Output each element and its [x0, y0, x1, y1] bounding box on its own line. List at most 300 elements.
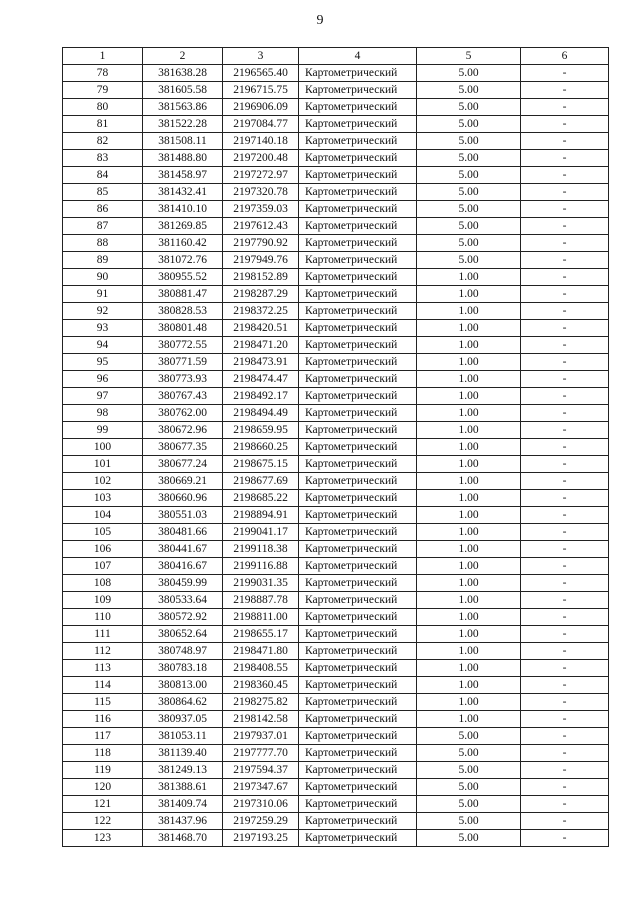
y-coordinate-cell: 2198287.29 [223, 286, 299, 303]
description-cell: - [521, 65, 609, 82]
description-cell: - [521, 337, 609, 354]
table-row [63, 422, 609, 439]
description-cell: - [521, 643, 609, 660]
point-number-cell: 99 [63, 422, 143, 439]
point-number-cell: 119 [63, 762, 143, 779]
method-cell: Картометрический [299, 354, 417, 371]
accuracy-cell: 5.00 [417, 235, 521, 252]
description-cell: - [521, 218, 609, 235]
method-cell: Картометрический [299, 609, 417, 626]
x-coordinate-cell: 381053.11 [143, 728, 223, 745]
description-cell: - [521, 762, 609, 779]
point-number-cell: 113 [63, 660, 143, 677]
y-coordinate-cell: 2197193.25 [223, 830, 299, 847]
point-number-cell: 103 [63, 490, 143, 507]
table-row [63, 150, 609, 167]
point-number-cell: 101 [63, 456, 143, 473]
y-coordinate-cell: 2198675.15 [223, 456, 299, 473]
description-cell: - [521, 830, 609, 847]
x-coordinate-cell: 380771.59 [143, 354, 223, 371]
point-number-cell: 91 [63, 286, 143, 303]
y-coordinate-cell: 2198887.78 [223, 592, 299, 609]
y-coordinate-cell: 2198677.69 [223, 473, 299, 490]
y-coordinate-cell: 2197612.43 [223, 218, 299, 235]
method-cell: Картометрический [299, 473, 417, 490]
method-cell: Картометрический [299, 830, 417, 847]
y-coordinate-cell: 2197310.06 [223, 796, 299, 813]
point-number-cell: 117 [63, 728, 143, 745]
description-cell: - [521, 796, 609, 813]
accuracy-cell: 1.00 [417, 660, 521, 677]
method-cell: Картометрический [299, 303, 417, 320]
method-cell: Картометрический [299, 796, 417, 813]
table-row [63, 558, 609, 575]
point-number-cell: 90 [63, 269, 143, 286]
point-number-cell: 115 [63, 694, 143, 711]
x-coordinate-cell: 380660.96 [143, 490, 223, 507]
method-cell: Картометрический [299, 99, 417, 116]
y-coordinate-cell: 2197272.97 [223, 167, 299, 184]
y-coordinate-cell: 2198408.55 [223, 660, 299, 677]
description-cell: - [521, 779, 609, 796]
table-row [63, 354, 609, 371]
table-header-row [63, 48, 609, 65]
x-coordinate-cell: 380416.67 [143, 558, 223, 575]
y-coordinate-cell: 2197084.77 [223, 116, 299, 133]
y-coordinate-cell: 2198360.45 [223, 677, 299, 694]
y-coordinate-cell: 2198471.20 [223, 337, 299, 354]
description-cell: - [521, 473, 609, 490]
y-coordinate-cell: 2198492.17 [223, 388, 299, 405]
x-coordinate-cell: 380459.99 [143, 575, 223, 592]
accuracy-cell: 1.00 [417, 677, 521, 694]
accuracy-cell: 5.00 [417, 796, 521, 813]
table-row [63, 116, 609, 133]
point-number-cell: 81 [63, 116, 143, 133]
table-row [63, 524, 609, 541]
point-number-cell: 79 [63, 82, 143, 99]
method-cell: Картометрический [299, 507, 417, 524]
method-cell: Картометрический [299, 218, 417, 235]
description-cell: - [521, 320, 609, 337]
y-coordinate-cell: 2197594.37 [223, 762, 299, 779]
description-cell: - [521, 626, 609, 643]
x-coordinate-cell: 380669.21 [143, 473, 223, 490]
y-coordinate-cell: 2198655.17 [223, 626, 299, 643]
method-cell: Картометрический [299, 762, 417, 779]
description-cell: - [521, 371, 609, 388]
x-coordinate-cell: 380955.52 [143, 269, 223, 286]
method-cell: Картометрический [299, 337, 417, 354]
x-coordinate-cell: 381458.97 [143, 167, 223, 184]
x-coordinate-cell: 380441.67 [143, 541, 223, 558]
y-coordinate-cell: 2197259.29 [223, 813, 299, 830]
x-coordinate-cell: 380881.47 [143, 286, 223, 303]
method-cell: Картометрический [299, 456, 417, 473]
point-number-cell: 96 [63, 371, 143, 388]
table-row [63, 65, 609, 82]
table-row [63, 218, 609, 235]
header-cell-y: 3 [223, 48, 299, 65]
x-coordinate-cell: 380762.00 [143, 405, 223, 422]
y-coordinate-cell: 2198152.89 [223, 269, 299, 286]
point-number-cell: 105 [63, 524, 143, 541]
header-cell-method: 4 [299, 48, 417, 65]
description-cell: - [521, 507, 609, 524]
y-coordinate-cell: 2198473.91 [223, 354, 299, 371]
method-cell: Картометрический [299, 745, 417, 762]
method-cell: Картометрический [299, 150, 417, 167]
table-row [63, 269, 609, 286]
y-coordinate-cell: 2199041.17 [223, 524, 299, 541]
point-number-cell: 121 [63, 796, 143, 813]
header-cell-description: 6 [521, 48, 609, 65]
table-body [63, 65, 609, 847]
point-number-cell: 118 [63, 745, 143, 762]
table-row [63, 184, 609, 201]
method-cell: Картометрический [299, 65, 417, 82]
table-row [63, 201, 609, 218]
table-row [63, 609, 609, 626]
coordinates-table [62, 47, 609, 847]
point-number-cell: 107 [63, 558, 143, 575]
description-cell: - [521, 677, 609, 694]
accuracy-cell: 5.00 [417, 65, 521, 82]
x-coordinate-cell: 380677.35 [143, 439, 223, 456]
table-row [63, 286, 609, 303]
point-number-cell: 84 [63, 167, 143, 184]
header-cell-point-number: 1 [63, 48, 143, 65]
y-coordinate-cell: 2198660.25 [223, 439, 299, 456]
table-row [63, 711, 609, 728]
point-number-cell: 109 [63, 592, 143, 609]
point-number-cell: 106 [63, 541, 143, 558]
point-number-cell: 122 [63, 813, 143, 830]
accuracy-cell: 1.00 [417, 626, 521, 643]
point-number-cell: 83 [63, 150, 143, 167]
description-cell: - [521, 252, 609, 269]
description-cell: - [521, 609, 609, 626]
x-coordinate-cell: 380864.62 [143, 694, 223, 711]
y-coordinate-cell: 2198659.95 [223, 422, 299, 439]
x-coordinate-cell: 381409.74 [143, 796, 223, 813]
x-coordinate-cell: 381432.41 [143, 184, 223, 201]
accuracy-cell: 5.00 [417, 184, 521, 201]
method-cell: Картометрический [299, 779, 417, 796]
method-cell: Картометрический [299, 728, 417, 745]
table-row [63, 371, 609, 388]
x-coordinate-cell: 380773.93 [143, 371, 223, 388]
point-number-cell: 89 [63, 252, 143, 269]
x-coordinate-cell: 381522.28 [143, 116, 223, 133]
description-cell: - [521, 303, 609, 320]
accuracy-cell: 5.00 [417, 150, 521, 167]
accuracy-cell: 1.00 [417, 609, 521, 626]
y-coordinate-cell: 2197777.70 [223, 745, 299, 762]
description-cell: - [521, 201, 609, 218]
method-cell: Картометрический [299, 524, 417, 541]
method-cell: Картометрический [299, 184, 417, 201]
x-coordinate-cell: 381139.40 [143, 745, 223, 762]
description-cell: - [521, 592, 609, 609]
description-cell: - [521, 524, 609, 541]
point-number-cell: 97 [63, 388, 143, 405]
x-coordinate-cell: 381249.13 [143, 762, 223, 779]
method-cell: Картометрический [299, 643, 417, 660]
point-number-cell: 102 [63, 473, 143, 490]
x-coordinate-cell: 380572.92 [143, 609, 223, 626]
accuracy-cell: 5.00 [417, 133, 521, 150]
y-coordinate-cell: 2198474.47 [223, 371, 299, 388]
x-coordinate-cell: 380937.05 [143, 711, 223, 728]
accuracy-cell: 1.00 [417, 303, 521, 320]
table-row [63, 796, 609, 813]
table-row [63, 541, 609, 558]
accuracy-cell: 5.00 [417, 779, 521, 796]
point-number-cell: 100 [63, 439, 143, 456]
y-coordinate-cell: 2199116.88 [223, 558, 299, 575]
accuracy-cell: 1.00 [417, 524, 521, 541]
point-number-cell: 92 [63, 303, 143, 320]
accuracy-cell: 5.00 [417, 218, 521, 235]
description-cell: - [521, 728, 609, 745]
x-coordinate-cell: 381468.70 [143, 830, 223, 847]
accuracy-cell: 1.00 [417, 337, 521, 354]
accuracy-cell: 1.00 [417, 422, 521, 439]
accuracy-cell: 1.00 [417, 456, 521, 473]
table-row [63, 303, 609, 320]
y-coordinate-cell: 2197949.76 [223, 252, 299, 269]
description-cell: - [521, 388, 609, 405]
point-number-cell: 112 [63, 643, 143, 660]
table-row [63, 677, 609, 694]
x-coordinate-cell: 381072.76 [143, 252, 223, 269]
description-cell: - [521, 422, 609, 439]
x-coordinate-cell: 381488.80 [143, 150, 223, 167]
description-cell: - [521, 167, 609, 184]
method-cell: Картометрический [299, 813, 417, 830]
x-coordinate-cell: 380672.96 [143, 422, 223, 439]
description-cell: - [521, 116, 609, 133]
point-number-cell: 123 [63, 830, 143, 847]
table-row [63, 490, 609, 507]
accuracy-cell: 1.00 [417, 694, 521, 711]
table-row [63, 728, 609, 745]
description-cell: - [521, 286, 609, 303]
point-number-cell: 110 [63, 609, 143, 626]
y-coordinate-cell: 2196715.75 [223, 82, 299, 99]
accuracy-cell: 5.00 [417, 82, 521, 99]
table-row [63, 830, 609, 847]
table-row [63, 456, 609, 473]
y-coordinate-cell: 2198420.51 [223, 320, 299, 337]
y-coordinate-cell: 2198142.58 [223, 711, 299, 728]
accuracy-cell: 1.00 [417, 558, 521, 575]
method-cell: Картометрический [299, 116, 417, 133]
method-cell: Картометрический [299, 320, 417, 337]
y-coordinate-cell: 2198894.91 [223, 507, 299, 524]
point-number-cell: 86 [63, 201, 143, 218]
y-coordinate-cell: 2197359.03 [223, 201, 299, 218]
y-coordinate-cell: 2196906.09 [223, 99, 299, 116]
table-row [63, 592, 609, 609]
description-cell: - [521, 184, 609, 201]
method-cell: Картометрический [299, 167, 417, 184]
x-coordinate-cell: 380533.64 [143, 592, 223, 609]
accuracy-cell: 1.00 [417, 575, 521, 592]
description-cell: - [521, 439, 609, 456]
description-cell: - [521, 82, 609, 99]
point-number-cell: 108 [63, 575, 143, 592]
x-coordinate-cell: 381269.85 [143, 218, 223, 235]
point-number-cell: 78 [63, 65, 143, 82]
accuracy-cell: 5.00 [417, 813, 521, 830]
table-row [63, 575, 609, 592]
accuracy-cell: 1.00 [417, 592, 521, 609]
accuracy-cell: 1.00 [417, 320, 521, 337]
y-coordinate-cell: 2199031.35 [223, 575, 299, 592]
method-cell: Картометрический [299, 660, 417, 677]
description-cell: - [521, 150, 609, 167]
y-coordinate-cell: 2198811.00 [223, 609, 299, 626]
x-coordinate-cell: 381605.58 [143, 82, 223, 99]
accuracy-cell: 1.00 [417, 405, 521, 422]
accuracy-cell: 1.00 [417, 388, 521, 405]
method-cell: Картометрический [299, 286, 417, 303]
point-number-cell: 82 [63, 133, 143, 150]
x-coordinate-cell: 380551.03 [143, 507, 223, 524]
x-coordinate-cell: 380652.64 [143, 626, 223, 643]
y-coordinate-cell: 2197200.48 [223, 150, 299, 167]
accuracy-cell: 5.00 [417, 728, 521, 745]
method-cell: Картометрический [299, 592, 417, 609]
y-coordinate-cell: 2199118.38 [223, 541, 299, 558]
description-cell: - [521, 235, 609, 252]
description-cell: - [521, 456, 609, 473]
x-coordinate-cell: 381437.96 [143, 813, 223, 830]
method-cell: Картометрический [299, 269, 417, 286]
method-cell: Картометрический [299, 575, 417, 592]
description-cell: - [521, 694, 609, 711]
point-number-cell: 95 [63, 354, 143, 371]
accuracy-cell: 5.00 [417, 167, 521, 184]
accuracy-cell: 5.00 [417, 252, 521, 269]
y-coordinate-cell: 2197937.01 [223, 728, 299, 745]
x-coordinate-cell: 380767.43 [143, 388, 223, 405]
table-row [63, 99, 609, 116]
description-cell: - [521, 405, 609, 422]
table-row [63, 779, 609, 796]
header-cell-accuracy: 5 [417, 48, 521, 65]
point-number-cell: 120 [63, 779, 143, 796]
accuracy-cell: 1.00 [417, 286, 521, 303]
table-row [63, 405, 609, 422]
accuracy-cell: 1.00 [417, 490, 521, 507]
description-cell: - [521, 558, 609, 575]
x-coordinate-cell: 381508.11 [143, 133, 223, 150]
x-coordinate-cell: 381638.28 [143, 65, 223, 82]
table-row [63, 745, 609, 762]
description-cell: - [521, 541, 609, 558]
table-row [63, 320, 609, 337]
y-coordinate-cell: 2197320.78 [223, 184, 299, 201]
point-number-cell: 80 [63, 99, 143, 116]
table-row [63, 235, 609, 252]
accuracy-cell: 1.00 [417, 473, 521, 490]
table-row [63, 507, 609, 524]
accuracy-cell: 1.00 [417, 643, 521, 660]
description-cell: - [521, 660, 609, 677]
x-coordinate-cell: 381160.42 [143, 235, 223, 252]
description-cell: - [521, 99, 609, 116]
table-row [63, 252, 609, 269]
point-number-cell: 114 [63, 677, 143, 694]
method-cell: Картометрический [299, 371, 417, 388]
description-cell: - [521, 490, 609, 507]
accuracy-cell: 1.00 [417, 439, 521, 456]
description-cell: - [521, 575, 609, 592]
y-coordinate-cell: 2198372.25 [223, 303, 299, 320]
table-row [63, 337, 609, 354]
x-coordinate-cell: 380828.53 [143, 303, 223, 320]
table-row [63, 167, 609, 184]
point-number-cell: 87 [63, 218, 143, 235]
method-cell: Картометрический [299, 422, 417, 439]
accuracy-cell: 1.00 [417, 371, 521, 388]
description-cell: - [521, 745, 609, 762]
page-number: 9 [316, 13, 324, 28]
x-coordinate-cell: 380813.00 [143, 677, 223, 694]
table-row [63, 660, 609, 677]
x-coordinate-cell: 381563.86 [143, 99, 223, 116]
accuracy-cell: 5.00 [417, 116, 521, 133]
accuracy-cell: 5.00 [417, 745, 521, 762]
y-coordinate-cell: 2198685.22 [223, 490, 299, 507]
x-coordinate-cell: 381388.61 [143, 779, 223, 796]
method-cell: Картометрический [299, 235, 417, 252]
method-cell: Картометрический [299, 626, 417, 643]
method-cell: Картометрический [299, 439, 417, 456]
point-number-cell: 98 [63, 405, 143, 422]
point-number-cell: 104 [63, 507, 143, 524]
accuracy-cell: 1.00 [417, 711, 521, 728]
x-coordinate-cell: 380748.97 [143, 643, 223, 660]
point-number-cell: 94 [63, 337, 143, 354]
y-coordinate-cell: 2198471.80 [223, 643, 299, 660]
table-row [63, 133, 609, 150]
method-cell: Картометрический [299, 201, 417, 218]
description-cell: - [521, 269, 609, 286]
point-number-cell: 116 [63, 711, 143, 728]
x-coordinate-cell: 380481.66 [143, 524, 223, 541]
accuracy-cell: 1.00 [417, 507, 521, 524]
method-cell: Картометрический [299, 490, 417, 507]
method-cell: Картометрический [299, 252, 417, 269]
table-row [63, 643, 609, 660]
method-cell: Картометрический [299, 711, 417, 728]
method-cell: Картометрический [299, 694, 417, 711]
x-coordinate-cell: 380772.55 [143, 337, 223, 354]
description-cell: - [521, 813, 609, 830]
method-cell: Картометрический [299, 82, 417, 99]
table-row [63, 388, 609, 405]
method-cell: Картометрический [299, 558, 417, 575]
accuracy-cell: 1.00 [417, 354, 521, 371]
table-row [63, 694, 609, 711]
x-coordinate-cell: 380677.24 [143, 456, 223, 473]
method-cell: Картометрический [299, 541, 417, 558]
point-number-cell: 88 [63, 235, 143, 252]
